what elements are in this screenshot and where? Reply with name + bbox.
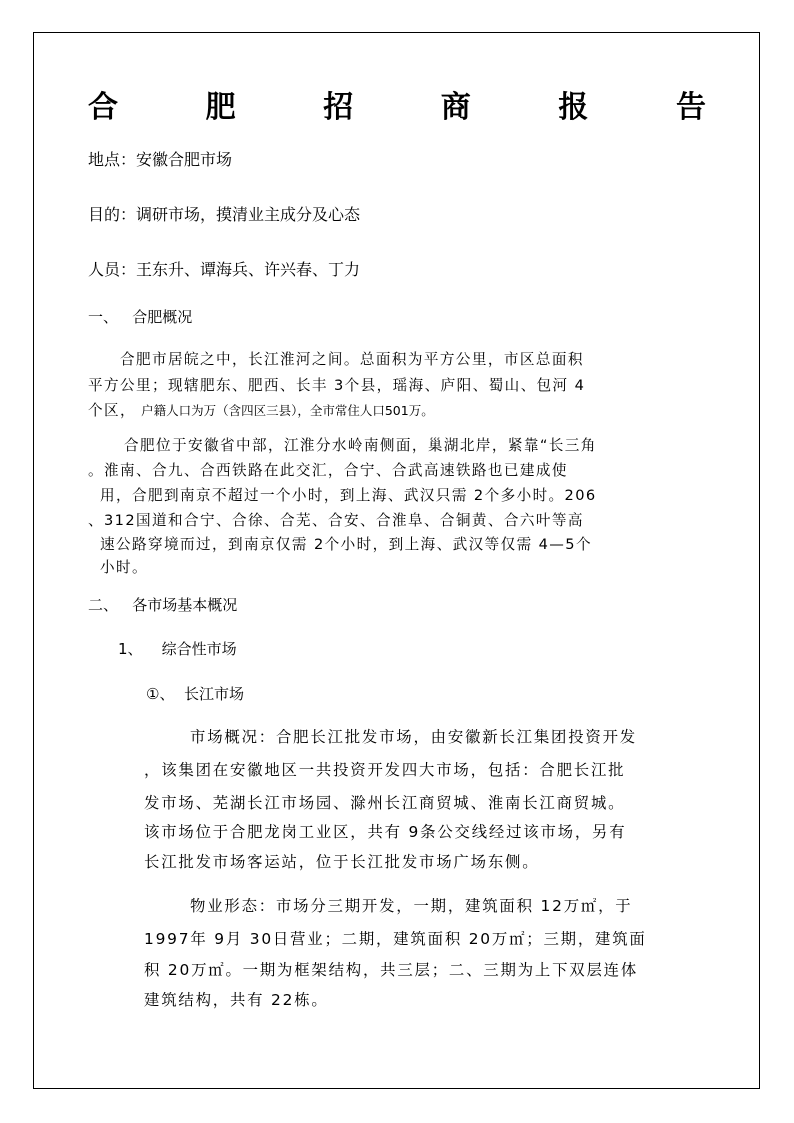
title-char: 商 [440,90,471,125]
paragraph-fragment: 个区， [88,402,136,419]
paragraph-line: 速公路穿境而过，到南京仅需 2个小时，到上海、武汉等仅需 4—5个 [100,536,592,553]
paragraph-line: 积 20万㎡。一期为框架结构，共三层；二、三期为上下双层连体 [144,961,639,979]
subsection-heading: 1、 综合性市场 [118,640,237,658]
paragraph-line: 平方公里；现辖肥东、肥西、长丰 3个县，瑶海、庐阳、蜀山、包河 4 [88,377,586,394]
purpose-line: 目的：调研市场，摸清业主成分及心态 [88,205,361,224]
paragraph-line [88,399,434,420]
title-char: 告 [675,90,706,125]
paragraph-line: 小时。 [100,559,148,576]
paragraph-line: 、312国道和合宁、合徐、合芜、合安、合淮阜、合铜黄、合六叶等高 [88,512,584,529]
paragraph-line: 该市场位于合肥龙岗工业区，共有 9条公交线经过该市场，另有 [144,823,627,841]
title-char: 合 [88,90,118,125]
paragraph-line: 市场概况：合肥长江批发市场，由安徽新长江集团投资开发 [190,728,637,746]
item-heading: ①、 长江市场 [146,685,244,703]
paragraph-line: 发市场、芜湖长江市场园、滁州长江商贸城、淮南长江商贸城。 [144,794,626,812]
section-heading: 一、 合肥概况 [88,308,193,326]
paragraph-line: 合肥位于安徽省中部，江淮分水岭南侧面，巢湖北岸，紧靠“长三角 [124,437,597,454]
people-line: 人员：王东升、谭海兵、许兴春、丁力 [88,260,361,279]
paragraph-line: 1997年 9月 30日营业；二期，建筑面积 20万㎡；三期，建筑面 [144,930,647,948]
title-char: 报 [558,90,589,125]
paragraph-line: 建筑结构，共有 22栋。 [144,991,329,1009]
location-line: 地点：安徽合肥市场 [88,150,233,169]
paragraph-line: 长江批发市场客运站，位于长江批发市场广场东侧。 [144,853,540,871]
paragraph-line: 用，合肥到南京不超过一个小时，到上海、武汉只需 2个多小时。206 [100,487,597,504]
paragraph-line: ，该集团在安徽地区一共投资开发四大市场，包括：合肥长江批 [144,761,626,779]
paragraph-line: 合肥市居皖之中，长江淮河之间。总面积为平方公里，市区总面积 [120,351,584,368]
paragraph-line: 物业形态：市场分三期开发，一期，建筑面积 12万㎡，于 [190,897,633,915]
paragraph-fragment: 户籍人口为万（含四区三县），全市常住人口501万。 [141,403,434,418]
title-char: 肥 [205,90,236,125]
paragraph-line: 。淮南、合九、合西铁路在此交汇，合宁、合武高速铁路也已建成使 [88,462,568,479]
document-title [88,82,706,126]
title-char: 招 [323,90,354,125]
section-heading: 二、 各市场基本概况 [88,596,238,614]
